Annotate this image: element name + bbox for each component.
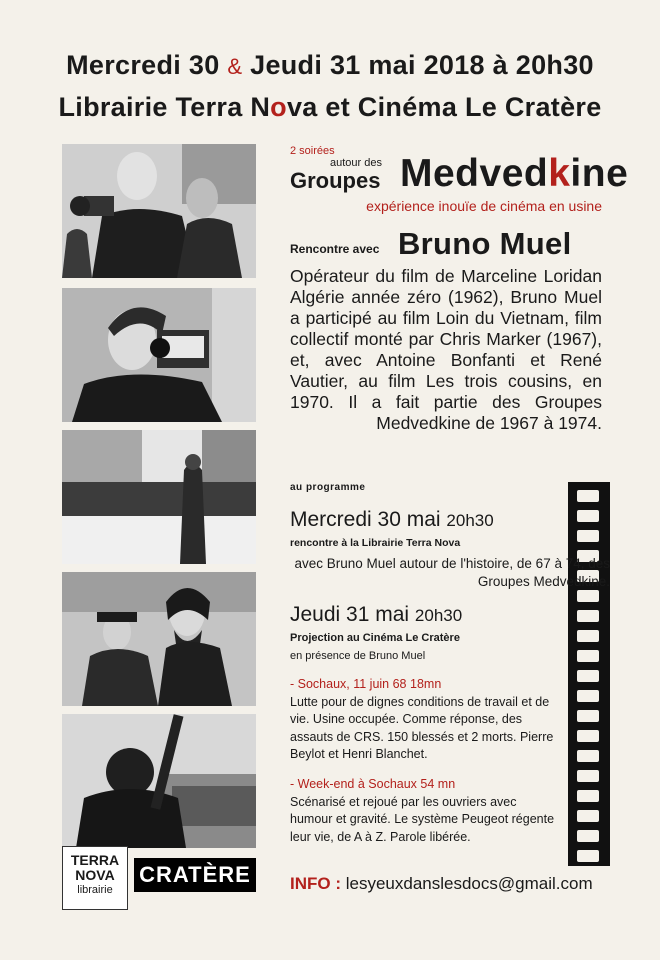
film-strip-hole xyxy=(577,650,599,662)
film-strip-hole xyxy=(577,630,599,642)
film-strip-hole xyxy=(577,670,599,682)
film-strip-hole xyxy=(577,610,599,622)
photo-riot-police xyxy=(62,714,256,848)
programme-label: au programme xyxy=(290,482,366,493)
experience-tagline: expérience inouïe de cinéma en usine xyxy=(366,198,602,214)
film-strip-hole xyxy=(577,710,599,722)
film-strip-hole xyxy=(577,770,599,782)
film-strip-hole xyxy=(577,750,599,762)
guest-bio: Opérateur du film de Marceline Loridan Algérie année zéro (1962), Bruno Muel a participé au film Loin du Vietnam, film collectif monté par Chris Marker (1967), et, avec Antoine Bonfanti et René Vautier, au film Les trois cousins, en 1970. Il a fait partie des Groupes Medvedkine de 1967 à 1974. xyxy=(290,266,602,433)
photo-crowd-street xyxy=(62,430,256,564)
film-strip-hole xyxy=(577,810,599,822)
day2-presence: en présence de Bruno Muel xyxy=(290,650,426,662)
film-strip-hole xyxy=(577,490,599,502)
film-strip-hole xyxy=(577,530,599,542)
day1-description: avec Bruno Muel autour de l'histoire, de 67 à 74, des Groupes Medvedkine. xyxy=(294,556,610,589)
header-date-2: Jeudi 31 mai 2018 à 20h30 xyxy=(250,50,594,80)
film-strip-hole xyxy=(577,590,599,602)
photo-officer-and-man xyxy=(62,572,256,706)
rencontre-label: Rencontre avec xyxy=(290,242,380,256)
day2-heading: Jeudi 31 mai 20h30 xyxy=(290,603,463,626)
day2-subtitle: Projection au Cinéma Le Cratère xyxy=(290,632,460,644)
autour-label: autour des xyxy=(330,157,382,169)
header-date-1: Mercredi 30 xyxy=(66,50,220,80)
day1-subtitle: rencontre à la Librairie Terra Nova xyxy=(290,537,461,549)
header-line-2: Librairie Terra Nova et Cinéma Le Cratère xyxy=(58,92,602,122)
film-strip-hole xyxy=(577,830,599,842)
contact-email[interactable]: lesyeuxdanslesdocs@gmail.com xyxy=(345,874,593,893)
film-strip-hole xyxy=(577,850,599,862)
film-strip-hole xyxy=(577,510,599,522)
film2-block: - Week-end à Sochaux 54 mn Scénarisé et rejoué par les ouvriers avec humour et gravité. Le système Peugeot régente leur vie, de A à Z. Parole libérée. xyxy=(290,777,555,844)
film-strip-decoration xyxy=(568,482,610,866)
day1-heading: Mercredi 30 mai 20h30 xyxy=(290,508,494,531)
soirees-label: 2 soirées xyxy=(290,145,335,157)
photo-film-camera xyxy=(62,288,256,422)
info-line: INFO : lesyeuxdanslesdocs@gmail.com xyxy=(290,874,593,893)
film-strip-hole xyxy=(577,690,599,702)
header-line-1 xyxy=(0,50,660,81)
cratere-logo: CRATÈRE xyxy=(134,858,256,892)
film-strip-hole xyxy=(577,730,599,742)
header-ampersand: & xyxy=(227,54,243,79)
terra-nova-logo: TERRA NOVA librairie xyxy=(62,846,128,910)
film1-block: - Sochaux, 11 juin 68 18mn Lutte pour de dignes conditions de travail et de vie. Usine occupée. Comme réponse, des assauts de CRS. 150 blessés et 2 morts. Pierre Beylot et Henri Blanchet. xyxy=(290,677,554,761)
guest-name: Bruno Muel xyxy=(398,226,572,261)
film-strip-hole xyxy=(577,790,599,802)
photo-cameraman xyxy=(62,144,256,278)
